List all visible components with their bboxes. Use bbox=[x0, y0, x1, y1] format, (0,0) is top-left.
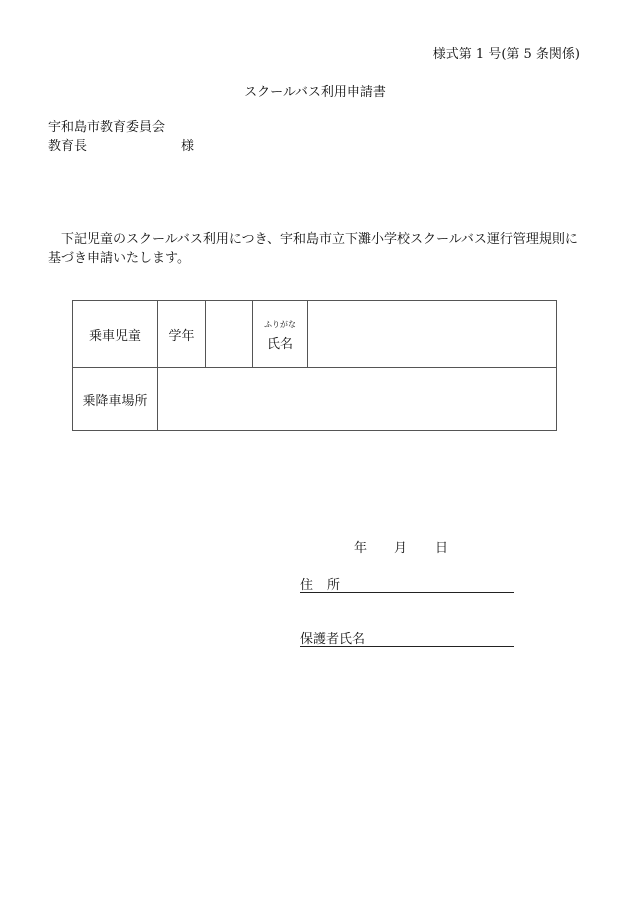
form-number: 様式第 1 号(第 5 条関係) bbox=[432, 47, 580, 62]
boarding-place-field[interactable] bbox=[158, 368, 557, 431]
guardian-name-field-line[interactable] bbox=[300, 646, 514, 647]
grade-label: 学年 bbox=[158, 301, 206, 368]
recipient-organization: 宇和島市教育委員会 bbox=[48, 120, 166, 135]
boarding-place-row bbox=[73, 368, 557, 431]
date-year-label: 年 bbox=[354, 541, 368, 556]
furigana-label: ふりがな bbox=[264, 320, 296, 329]
date-day-label: 日 bbox=[435, 541, 449, 556]
riding-child-row bbox=[73, 301, 557, 368]
name-label-cell bbox=[253, 301, 308, 368]
boarding-place-label: 乗降車場所 bbox=[73, 368, 158, 431]
application-table bbox=[72, 300, 557, 431]
date-line bbox=[354, 542, 448, 555]
recipient-title: 教育長 bbox=[48, 139, 88, 154]
name-label: 氏名 bbox=[266, 337, 293, 352]
application-statement: 下記児童のスクールバス利用につき、宇和島市立下灘小学校スクールバス運行管理規則に基づき申請いたします。 bbox=[48, 232, 578, 266]
document-title: スクールバス利用申請書 bbox=[244, 85, 386, 100]
address-field-line[interactable] bbox=[300, 592, 514, 593]
recipient-honorific: 様 bbox=[181, 139, 195, 154]
riding-child-label: 乗車児童 bbox=[73, 301, 158, 368]
grade-value-field[interactable] bbox=[206, 301, 253, 368]
guardian-name-label: 保護者氏名 bbox=[300, 632, 366, 647]
date-month-label: 月 bbox=[394, 541, 408, 556]
address-label: 住所 bbox=[300, 578, 355, 593]
name-value-field[interactable] bbox=[308, 301, 557, 368]
